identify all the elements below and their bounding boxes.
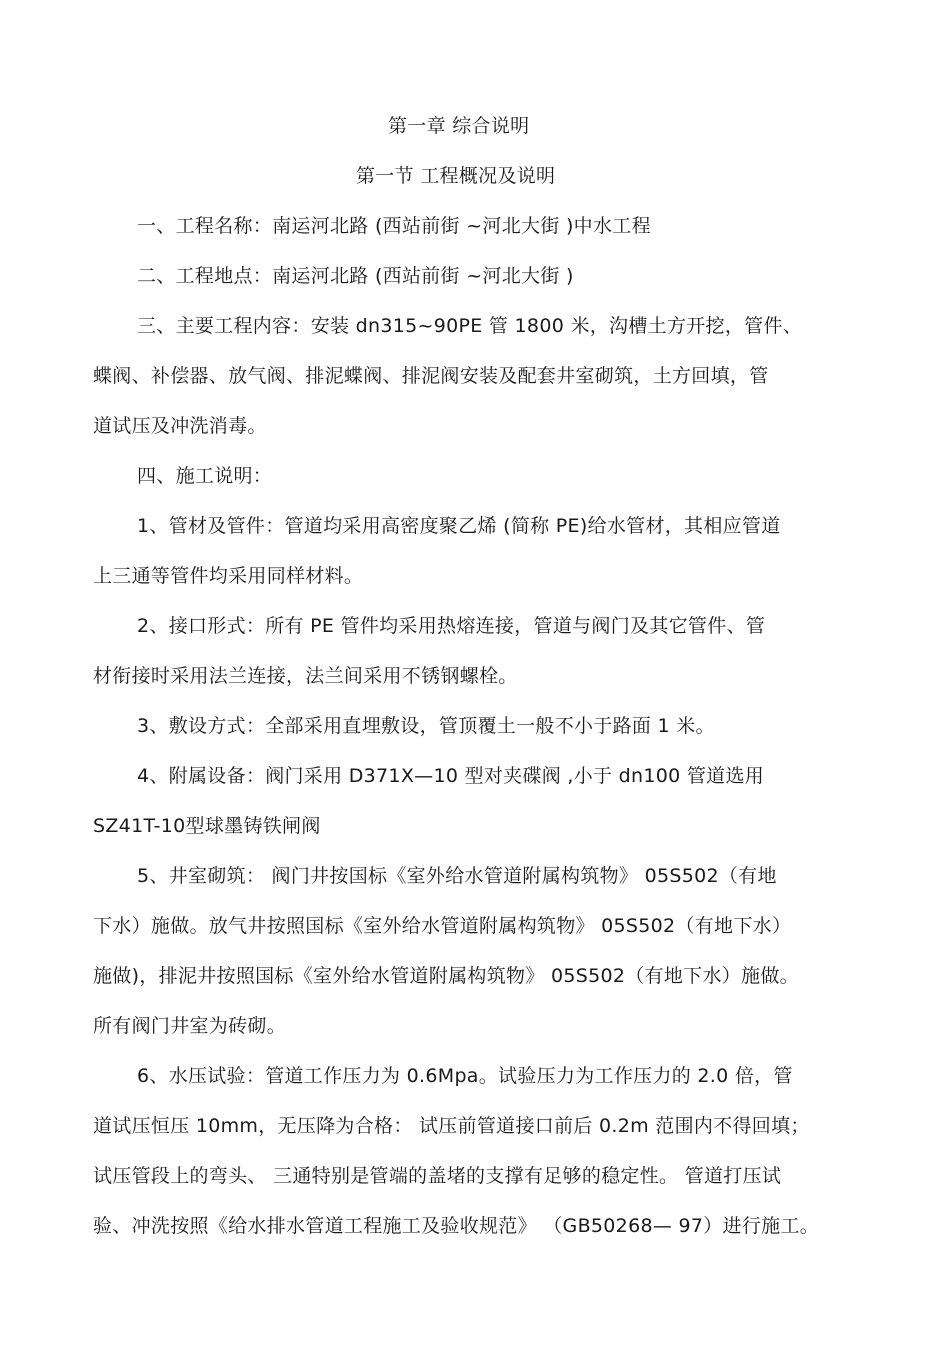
body-line-item-1-cont: 上三通等管件均采用同样材料。 xyxy=(93,565,364,587)
body-line-item-6-cont-2: 试压管段上的弯头、 三通特别是管端的盖堵的支撑有足够的稳定性。 管道打压试 xyxy=(93,1165,782,1187)
body-line-project-location: 二、工程地点：南运河北路 (西站前街 ~河北大街 ) xyxy=(137,265,574,287)
body-line-project-name: 一、工程名称：南运河北路 (西站前街 ~河北大街 )中水工程 xyxy=(137,215,651,237)
body-line-main-content-cont: 蝶阀、补偿器、放气阀、排泥蝶阀、排泥阀安装及配套井室砌筑，土方回填，管 xyxy=(93,365,769,387)
body-line-main-content-end: 道试压及冲洗消毒。 xyxy=(93,415,267,437)
body-line-item-6: 6、水压试验：管道工作压力为 0.6Mpa。试验压力为工作压力的 2.0 倍，管 xyxy=(137,1065,793,1087)
body-line-item-5-cont-1: 下水）施做。放气井按照国标《室外给水管道附属构筑物》 05S502（有地下水） xyxy=(93,915,792,937)
body-line-item-3: 3、敷设方式：全部采用直埋敷设，管顶覆土一般不小于路面 1 米。 xyxy=(137,715,715,737)
body-line-item-2: 2、接口形式：所有 PE 管件均采用热熔连接，管道与阀门及其它管件、管 xyxy=(137,615,766,637)
body-line-item-2-cont: 材衔接时采用法兰连接，法兰间采用不锈钢螺栓。 xyxy=(93,665,518,687)
body-line-item-4: 4、附属设备：阀门采用 D371X—10 型对夹碟阀 ,小于 dn100 管道选用 xyxy=(137,765,765,787)
body-line-main-content: 三、主要工程内容：安装 dn315~90PE 管 1800 米，沟槽土方开挖，管件、 xyxy=(137,315,803,337)
body-line-item-6-cont-1: 道试压恒压 10mm，无压降为合格： 试压前管道接口前后 0.2m 范围内不得回填； xyxy=(93,1115,810,1137)
body-line-item-5-cont-2: 施做)，排泥井按照国标《室外给水管道附属构筑物》 05S502（有地下水）施做。 xyxy=(93,965,799,987)
chapter-title: 第一章 综合说明 xyxy=(388,115,530,137)
body-line-item-5: 5、井室砌筑： 阀门井按国标《室外给水管道附属构筑物》 05S502（有地 xyxy=(137,865,777,887)
body-line-item-1: 1、管材及管件：管道均采用高密度聚乙烯 (简称 PE)给水管材，其相应管道 xyxy=(137,515,781,537)
body-line-item-5-cont-3: 所有阀门井室为砖砌。 xyxy=(93,1015,287,1037)
body-line-item-4-cont: SZ41T-10型球墨铸铁闸阀 xyxy=(93,815,321,837)
section-title: 第一节 工程概况及说明 xyxy=(356,165,556,187)
body-line-item-6-cont-3: 验、冲洗按照《给水排水管道工程施工及验收规范》 （GB50268— 97）进行施工。 xyxy=(93,1215,820,1237)
body-line-construction-notes: 四、施工说明： xyxy=(137,465,273,487)
